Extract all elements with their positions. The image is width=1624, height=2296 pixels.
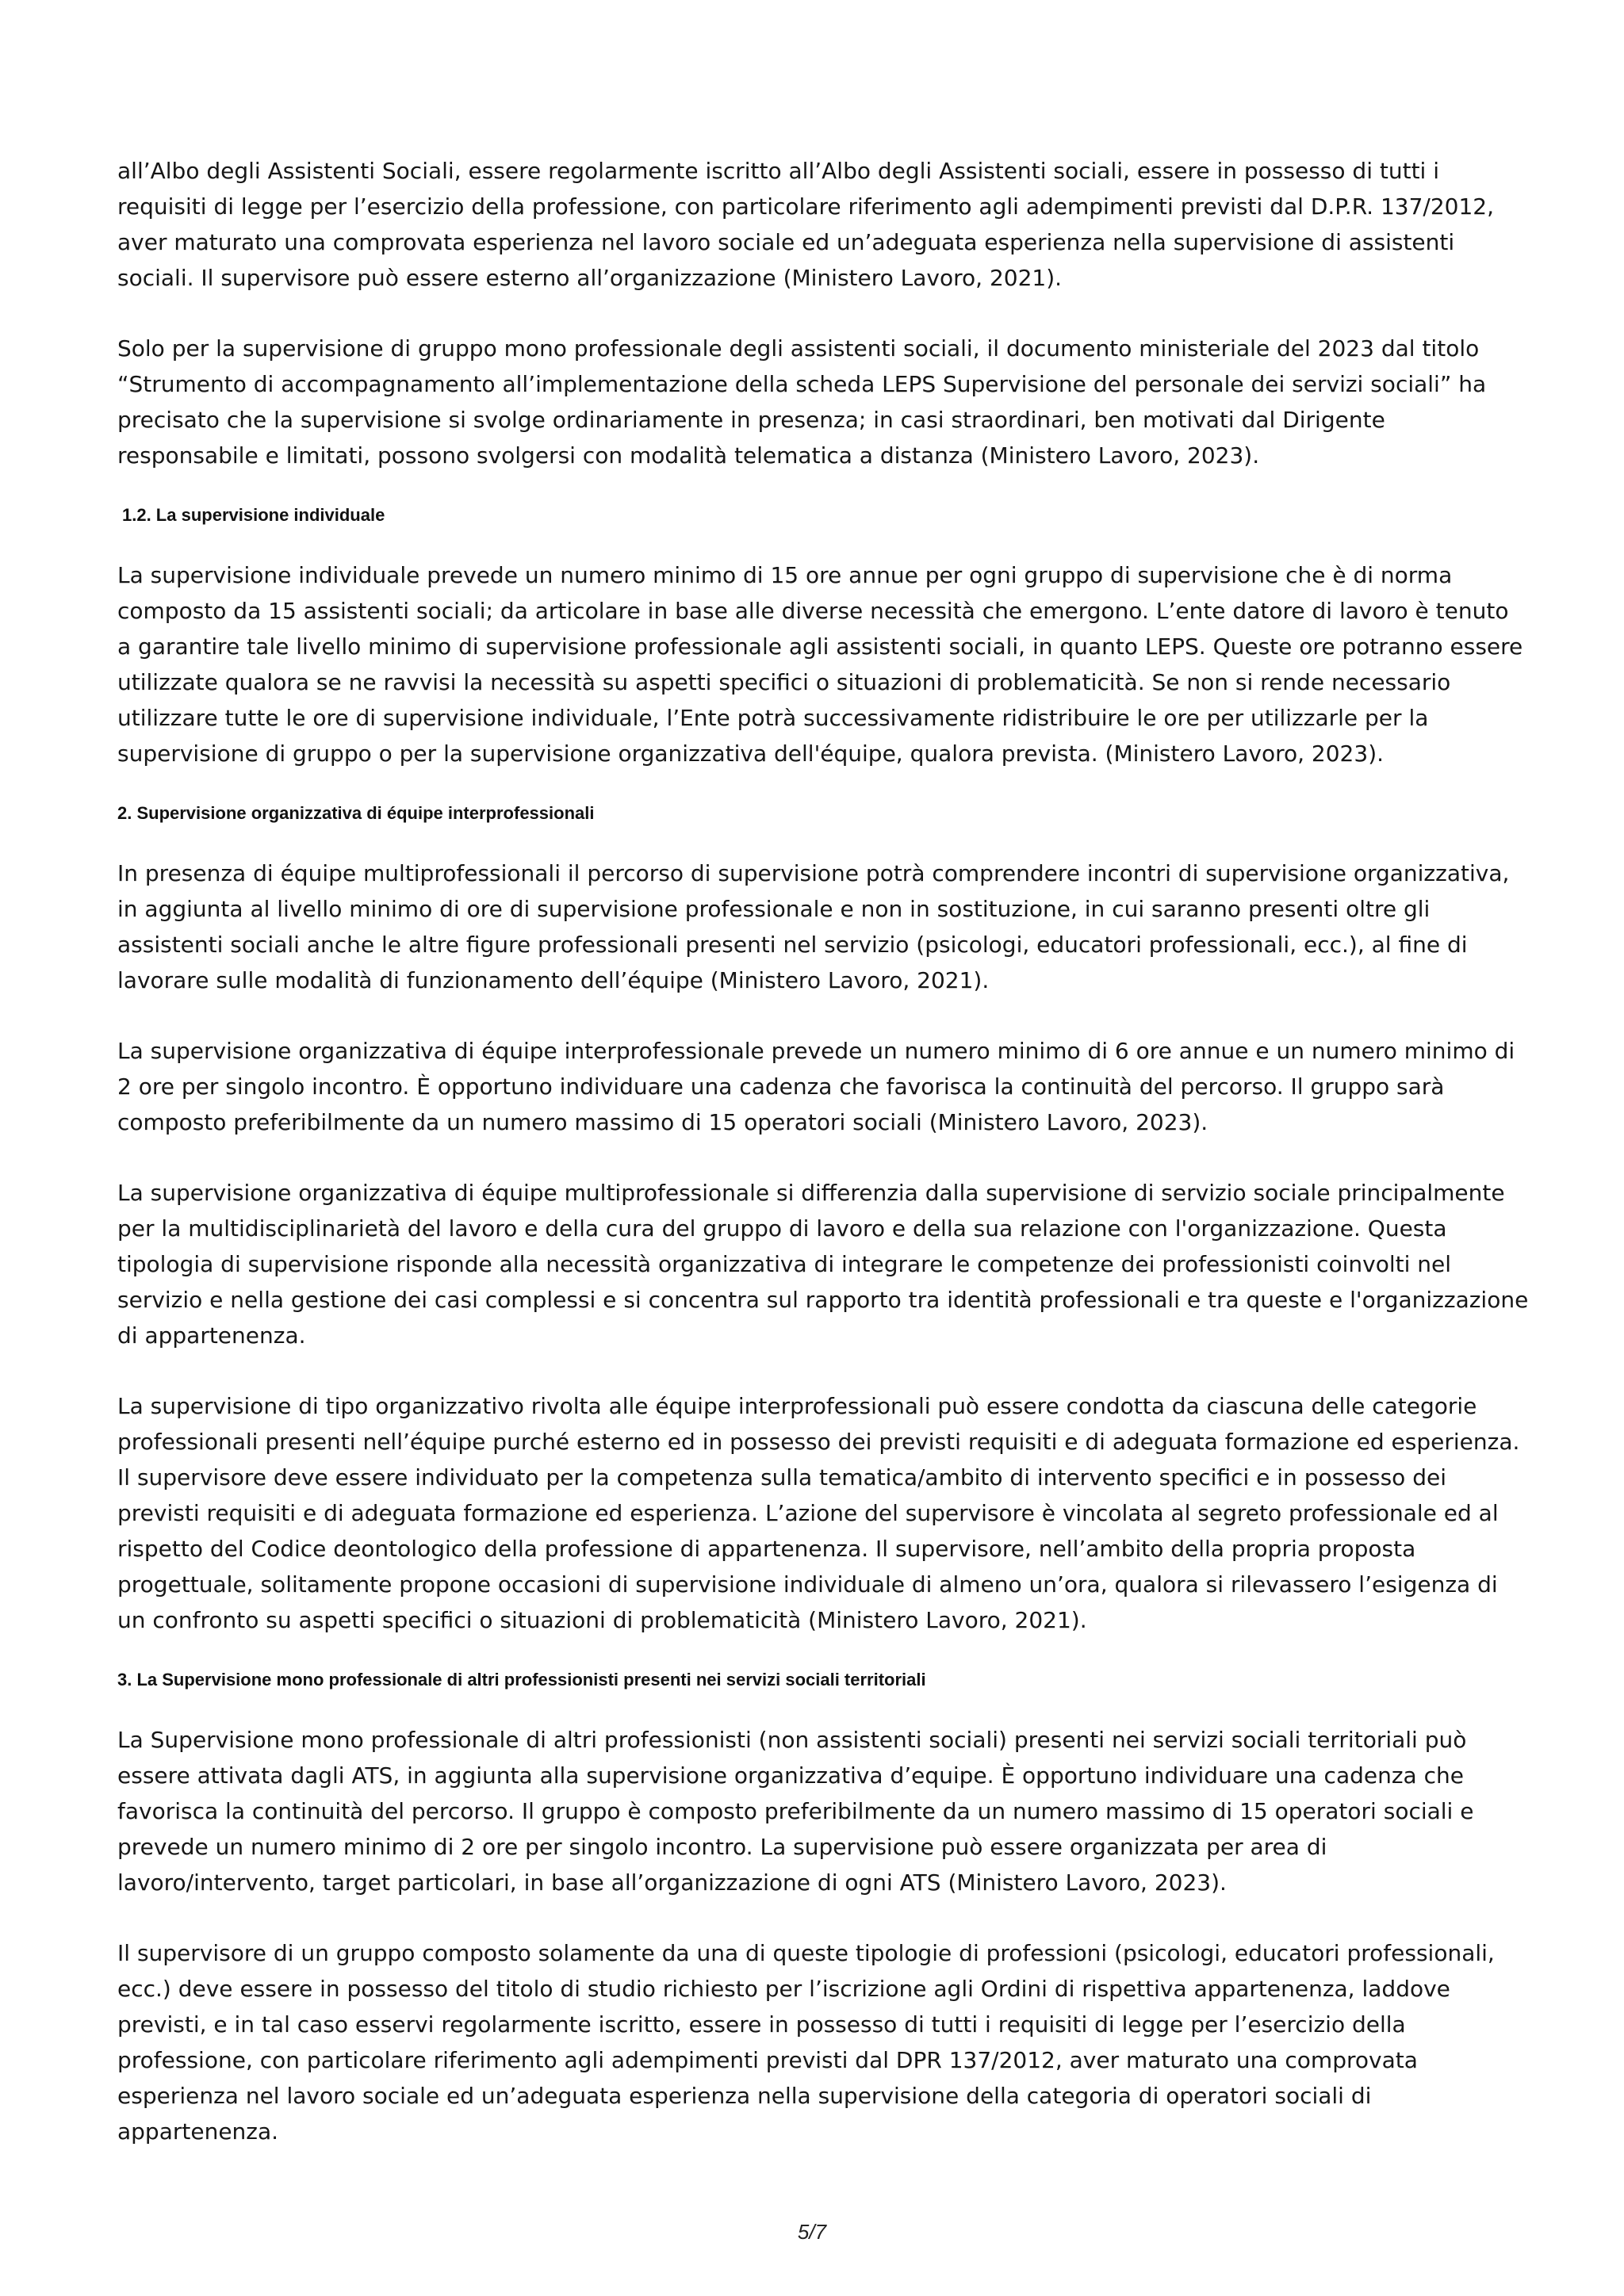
paragraph: Solo per la supervisione di gruppo mono professionale degli assistenti sociali, il documento ministeriale del 2023 dal titolo “Strumento di accompagnamento all’implementazione della scheda LEPS Supervisione del personale dei servizi sociali” ha precisato che la supervisione si svolge ordinariamente in presenza; in casi straordinari, ben motivati dal Dirigente responsabile e limitati, possono svolgersi con modalità telematica a distanza (Ministero Lavoro, 2023).: [117, 335, 1487, 469]
paragraph: Il supervisore di un gruppo composto solamente da una di queste tipologie di professioni (psicologi, educatori professionali, ecc.) deve essere in possesso del titolo di studio richiesto per l’iscrizione agli Ordini di rispettiva appartenenza, laddove previsti, e in tal caso esservi regolarmente iscritto, essere in possesso di tutti i requisiti di legge per l’esercizio della professione, con particolare riferimento agli adempimenti previsti dal DPR 137/2012, aver maturato una comprovata esperienza nel lavoro sociale ed un’adeguata esperienza nella supervisione della categoria di operatori sociali di appartenenza.: [117, 1940, 1495, 2145]
paragraph: all’Albo degli Assistenti Sociali, essere regolarmente iscritto all’Albo degli Assistenti sociali, essere in possesso di tutti i requisiti di legge per l’esercizio della professione, con particolare riferimento agli adempimenti previsti dal D.P.R. 137/2012, aver maturato una comprovata esperienza nel lavoro sociale ed un’adeguata esperienza nella supervisione di assistenti sociali. Il supervisore può essere esterno all’organizzazione (Ministero Lavoro, 2021).: [117, 158, 1494, 291]
section-heading-3: 3. La Supervisione mono professionale di altri professionisti presenti nei servizi sociali territoriali: [117, 1670, 926, 1689]
section-heading-2: 2. Supervisione organizzativa di équipe interprofessionali: [117, 803, 595, 823]
paragraph: La supervisione individuale prevede un numero minimo di 15 ore annue per ogni gruppo di supervisione che è di norma composto da 15 assistenti sociali; da articolare in base alle diverse necessità che emergono. L’ente datore di lavoro è tenuto a garantire tale livello minimo di supervisione professionale agli assistenti sociali, in quanto LEPS. Queste ore potranno essere utilizzate qualora se ne ravvisi la necessità su aspetti specifici o situazioni di problematicità. Se non si rende necessario utilizzare tutte le ore di supervisione individuale, l’Ente potrà successivamente ridistribuire le ore per utilizzarle per la supervisione di gruppo o per la supervisione organizzativa dell'équipe, qualora prevista. (Ministero Lavoro, 2023).: [117, 562, 1523, 767]
section-heading-1-2: 1.2. La supervisione individuale: [122, 505, 385, 525]
document-body: [117, 153, 1529, 2149]
paragraph: La Supervisione mono professionale di altri professionisti (non assistenti sociali) presenti nei servizi sociali territoriali può essere attivata dagli ATS, in aggiunta alla supervisione organizzativa d’equipe. È opportuno individuare una cadenza che favorisca la continuità del percorso. Il gruppo è composto preferibilmente da un numero massimo di 15 operatori sociali e prevede un numero minimo di 2 ore per singolo incontro. La supervisione può essere organizzata per area di lavoro/intervento, target particolari, in base all’organizzazione di ogni ATS (Ministero Lavoro, 2023).: [117, 1727, 1474, 1896]
page-number: 5/7: [797, 2220, 827, 2244]
paragraph: La supervisione organizzativa di équipe interprofessionale prevede un numero minimo di 6 ore annue e un numero minimo di 2 ore per singolo incontro. È opportuno individuare una cadenza che favorisca la continuità del percorso. Il gruppo sarà composto preferibilmente da un numero massimo di 15 operatori sociali (Ministero Lavoro, 2023).: [117, 1038, 1515, 1135]
paragraph: La supervisione di tipo organizzativo rivolta alle équipe interprofessionali può essere condotta da ciascuna delle categorie professionali presenti nell’équipe purché esterno ed in possesso dei previsti requisiti e di adeguata formazione ed esperienza. Il supervisore deve essere individuato per la competenza sulla tematica/ambito di intervento specifici e in possesso dei previsti requisiti e di adeguata formazione ed esperienza. L’azione del supervisore è vincolata al segreto professionale ed al rispetto del Codice deontologico della professione di appartenenza. Il supervisore, nell’ambito della propria proposta progettuale, solitamente propone occasioni di supervisione individuale di almeno un’ora, qualora si rilevassero l’esigenza di un confronto su aspetti specifici o situazioni di problematicità (Ministero Lavoro, 2021).: [117, 1393, 1520, 1633]
paragraph: La supervisione organizzativa di équipe multiprofessionale si differenzia dalla supervisione di servizio sociale principalmente per la multidisciplinarietà del lavoro e della cura del gruppo di lavoro e della sua relazione con l'organizzazione. Questa tipologia di supervisione risponde alla necessità organizzativa di integrare le competenze dei professionisti coinvolti nel servizio e nella gestione dei casi complessi e si concentra sul rapporto tra identità professionali e tra queste e l'organizzazione di appartenenza.: [117, 1180, 1529, 1349]
paragraph: In presenza di équipe multiprofessionali il percorso di supervisione potrà comprendere incontri di supervisione organizzativa, in aggiunta al livello minimo di ore di supervisione professionale e non in sostituzione, in cui saranno presenti oltre gli assistenti sociali anche le altre figure professionali presenti nel servizio (psicologi, educatori professionali, ecc.), al fine di lavorare sulle modalità di funzionamento dell’équipe (Ministero Lavoro, 2021).: [117, 860, 1510, 993]
